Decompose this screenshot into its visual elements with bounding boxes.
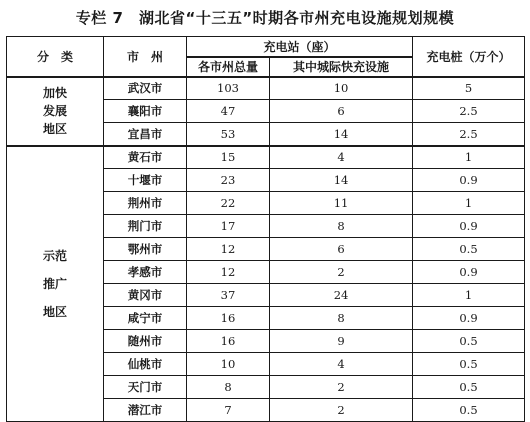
- intercity-cell: 11: [270, 192, 413, 215]
- header-intercity: 其中城际快充设施: [270, 57, 413, 77]
- piles-cell: 0.5: [413, 238, 525, 261]
- category-cell: [7, 77, 104, 146]
- intercity-cell: 14: [270, 123, 413, 146]
- total-cell: 16: [187, 307, 270, 330]
- total-cell: 16: [187, 330, 270, 353]
- city-cell: 黄石市: [104, 146, 187, 169]
- intercity-cell: 4: [270, 353, 413, 376]
- total-cell: 12: [187, 261, 270, 284]
- table-title: 专栏 7 湖北省“十三五”时期各市州充电设施规划规模: [75, 9, 455, 27]
- intercity-cell: 2: [270, 399, 413, 422]
- total-cell: 15: [187, 146, 270, 169]
- intercity-cell: 2: [270, 261, 413, 284]
- charging-facilities-table: [6, 36, 525, 422]
- category-label-line: 地区: [42, 304, 67, 319]
- category-label-line: 示范: [42, 248, 67, 263]
- city-cell: 武汉市: [104, 77, 187, 100]
- total-cell: 47: [187, 100, 270, 123]
- city-cell: 天门市: [104, 376, 187, 399]
- table-body: [7, 77, 525, 422]
- intercity-cell: 8: [270, 307, 413, 330]
- header-stations: 充电站（座）: [187, 37, 413, 57]
- intercity-cell: 10: [270, 77, 413, 100]
- city-cell: 仙桃市: [104, 353, 187, 376]
- intercity-cell: 9: [270, 330, 413, 353]
- city-cell: 黄冈市: [104, 284, 187, 307]
- city-cell: 宜昌市: [104, 123, 187, 146]
- total-cell: 37: [187, 284, 270, 307]
- total-cell: 53: [187, 123, 270, 146]
- table-row: [7, 77, 525, 100]
- total-cell: 8: [187, 376, 270, 399]
- header-total: 各市州总量: [187, 57, 270, 77]
- intercity-cell: 6: [270, 238, 413, 261]
- intercity-cell: 8: [270, 215, 413, 238]
- table-row: [7, 146, 525, 169]
- piles-cell: 1: [413, 284, 525, 307]
- intercity-cell: 14: [270, 169, 413, 192]
- total-cell: 103: [187, 77, 270, 100]
- category-cell: [7, 146, 104, 422]
- city-cell: 荆门市: [104, 215, 187, 238]
- header-city: 市 州: [104, 37, 187, 77]
- category-label-line: 推广: [42, 276, 67, 291]
- total-cell: 12: [187, 238, 270, 261]
- city-cell: 鄂州市: [104, 238, 187, 261]
- piles-cell: 5: [413, 77, 525, 100]
- piles-cell: 2.5: [413, 100, 525, 123]
- piles-cell: 0.9: [413, 261, 525, 284]
- piles-cell: 0.5: [413, 399, 525, 422]
- intercity-cell: 6: [270, 100, 413, 123]
- piles-cell: 0.5: [413, 353, 525, 376]
- piles-cell: 2.5: [413, 123, 525, 146]
- intercity-cell: 4: [270, 146, 413, 169]
- total-cell: 22: [187, 192, 270, 215]
- city-cell: 襄阳市: [104, 100, 187, 123]
- total-cell: 23: [187, 169, 270, 192]
- city-cell: 咸宁市: [104, 307, 187, 330]
- total-cell: 7: [187, 399, 270, 422]
- intercity-cell: 24: [270, 284, 413, 307]
- total-cell: 10: [187, 353, 270, 376]
- piles-cell: 0.9: [413, 307, 525, 330]
- piles-cell: 0.9: [413, 215, 525, 238]
- category-label-line: 加快: [42, 86, 67, 100]
- category-label-line: 地区: [42, 122, 67, 136]
- city-cell: 荆州市: [104, 192, 187, 215]
- piles-cell: 1: [413, 192, 525, 215]
- header-category: 分 类: [7, 37, 104, 77]
- city-cell: 随州市: [104, 330, 187, 353]
- total-cell: 17: [187, 215, 270, 238]
- header-piles: 充电桩（万个）: [413, 37, 525, 77]
- intercity-cell: 2: [270, 376, 413, 399]
- piles-cell: 0.9: [413, 169, 525, 192]
- city-cell: 潜江市: [104, 399, 187, 422]
- city-cell: 十堰市: [104, 169, 187, 192]
- piles-cell: 0.5: [413, 376, 525, 399]
- piles-cell: 1: [413, 146, 525, 169]
- city-cell: 孝感市: [104, 261, 187, 284]
- category-label-line: 发展: [42, 104, 67, 118]
- piles-cell: 0.5: [413, 330, 525, 353]
